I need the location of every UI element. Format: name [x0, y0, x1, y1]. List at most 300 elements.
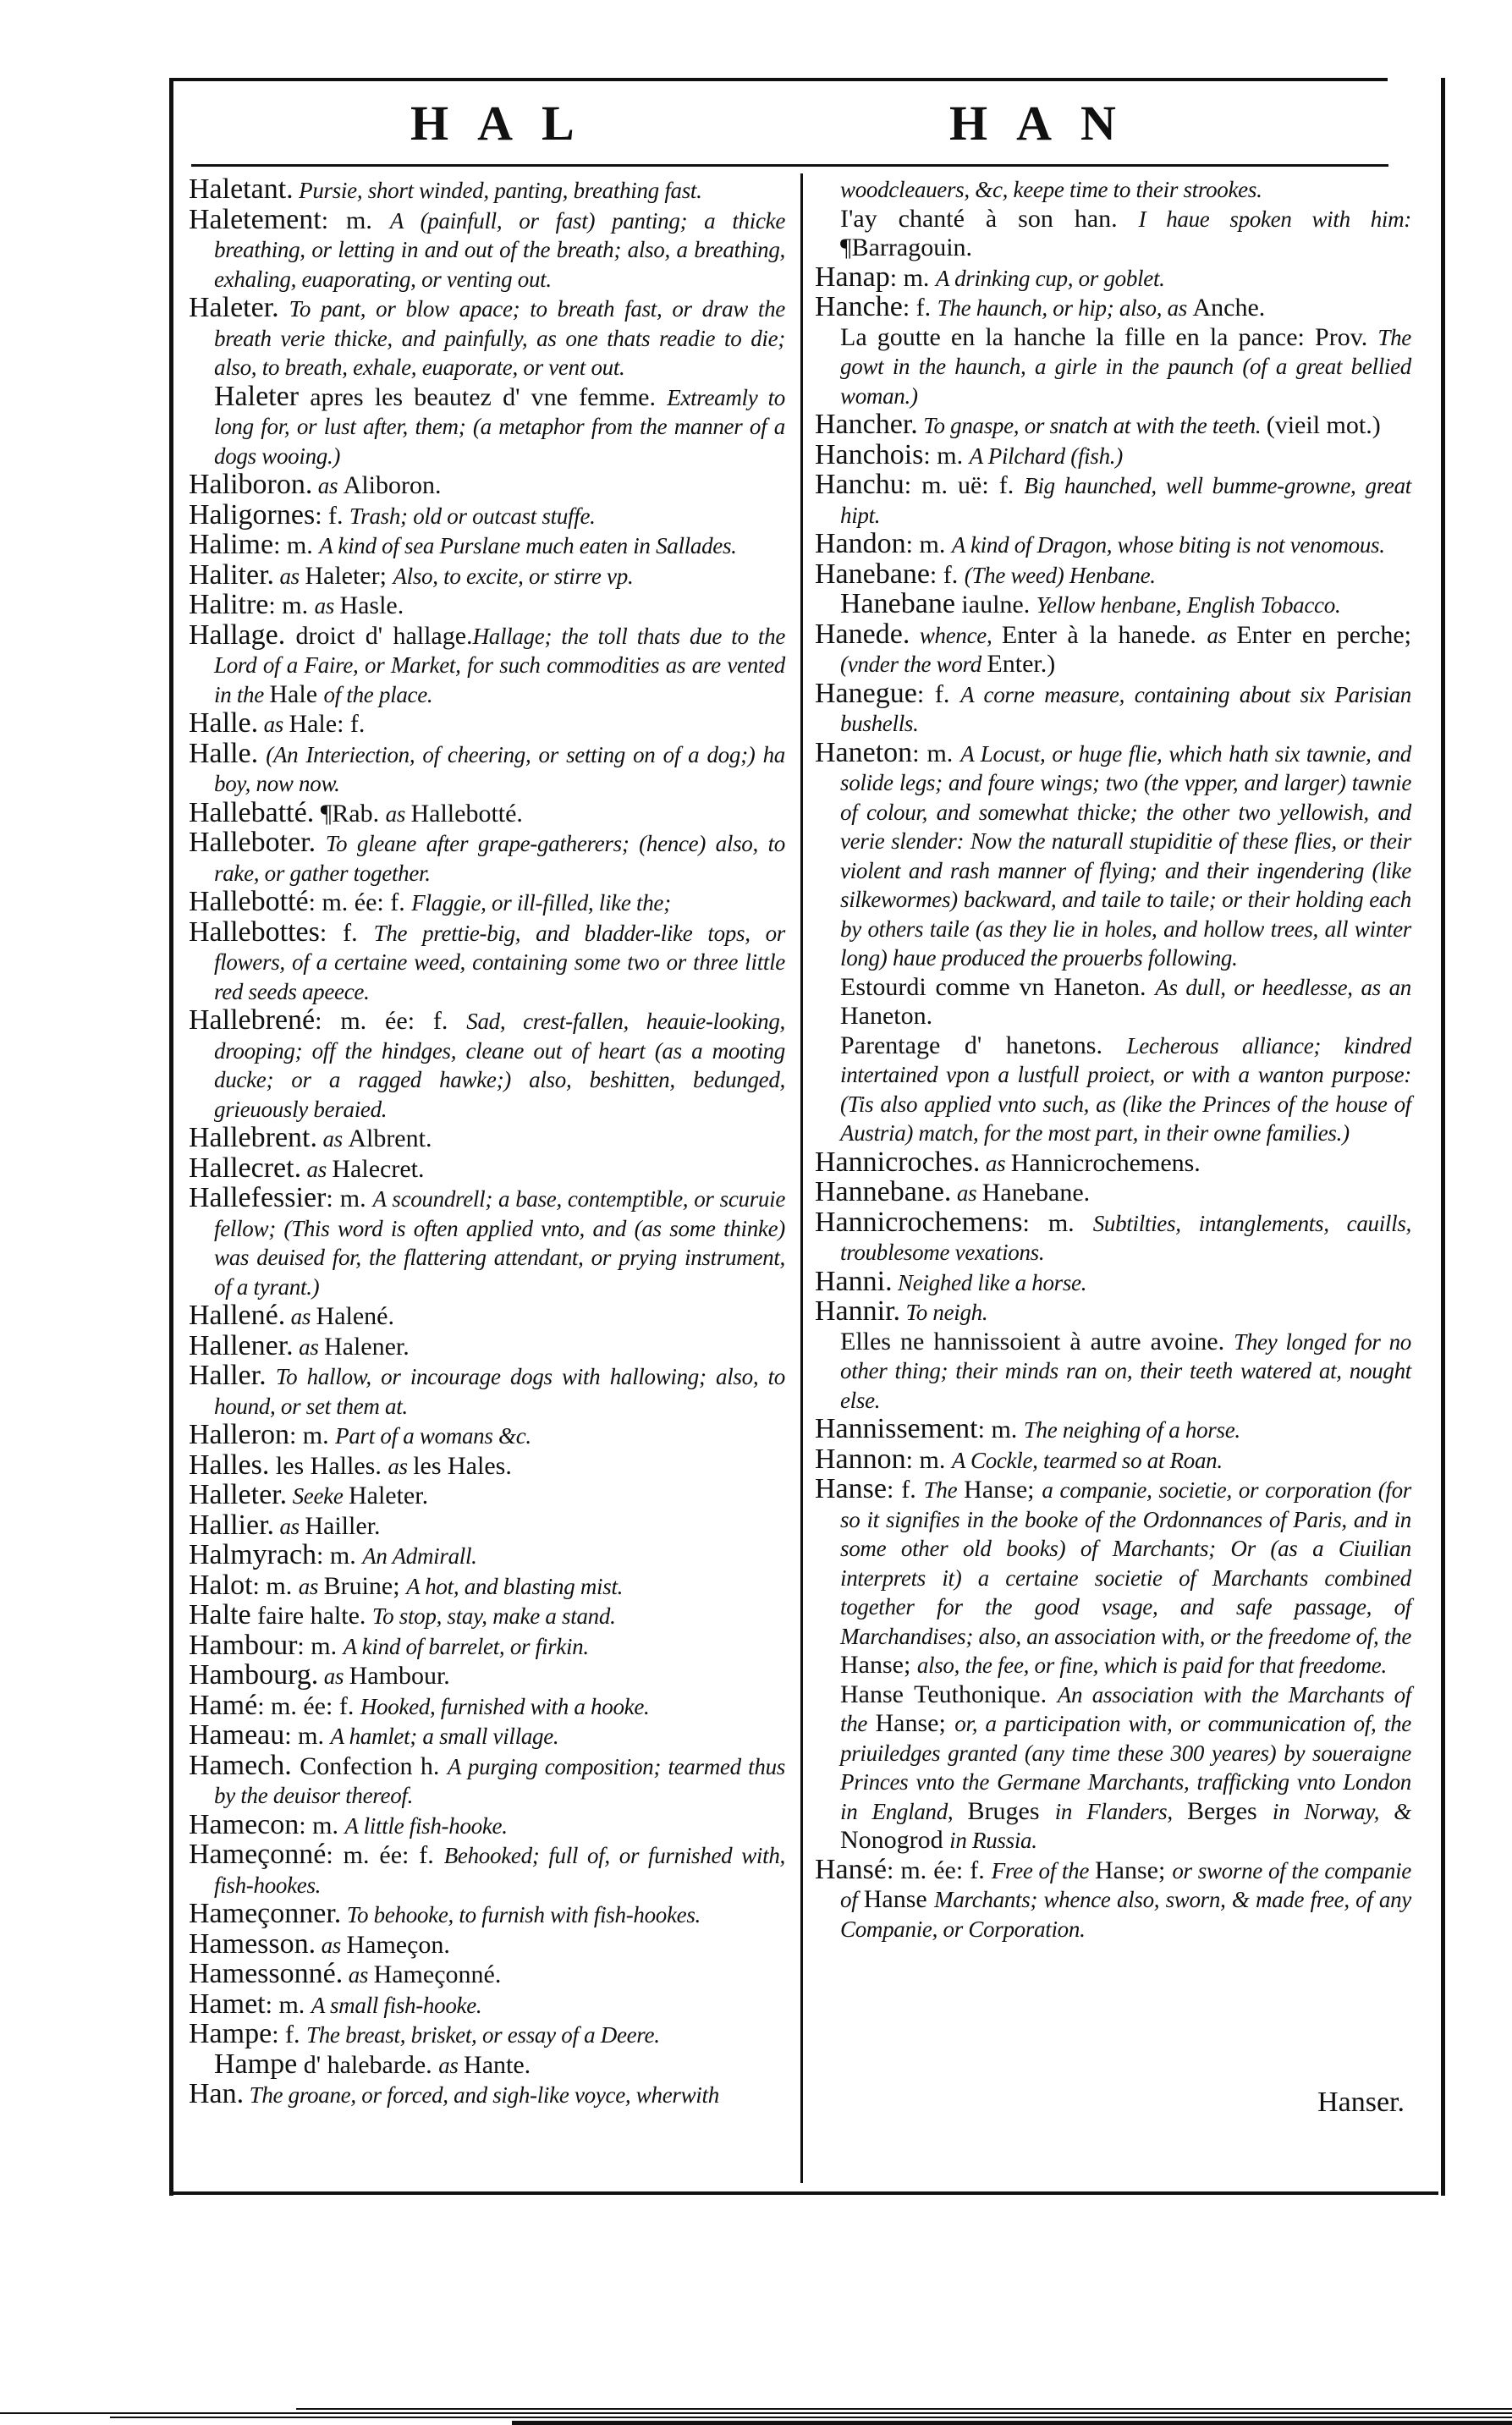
definition-italic: A Pilchard (fish.): [969, 443, 1123, 469]
definition-italic: The: [923, 1477, 965, 1503]
running-head-right: HAN: [949, 96, 1145, 151]
headword: Hampe: [214, 2048, 298, 2080]
headword: Hannebane.: [815, 1176, 952, 1207]
scan-edge-line: [110, 2417, 1512, 2418]
dictionary-entry: [189, 1661, 785, 1691]
dictionary-entry: [815, 736, 1412, 973]
definition-italic: Free of the: [991, 1857, 1095, 1883]
dictionary-entry: [189, 1184, 785, 1301]
definition-italic: To behooke, to furnish with fish-hookes.: [341, 1902, 701, 1927]
headword: Hannon: [815, 1443, 906, 1475]
headword: Hallebrené: [189, 1004, 316, 1036]
dictionary-entry: [189, 2050, 785, 2081]
definition-roman: Halener.: [323, 1332, 410, 1361]
definition-roman: ¶Barragouin.: [840, 234, 973, 261]
definition-italic: A corne measure, containing about six Parisian bushells.: [840, 681, 1411, 736]
headword: Hanche: [815, 291, 903, 322]
definition-italic: Hallage; the toll thats due to the Lord of a Faire, or Market, for such commodities as are vented in the: [214, 623, 785, 707]
dictionary-entry: [815, 470, 1411, 530]
definition-italic: as: [343, 1962, 374, 1988]
definition-italic: A Locust, or huge flie, which hath six tawnie, and solide legs; and foure wings; two (the vpper, and larger) tawnie of colour, and somewhat thicke; the other two yellowish, and verie slender: Now the naturall stupiditie of these flies, or their violent and rash manner of flying; and their ingendering (like silkewormes) backward, and taile to taile; or their holding each by others taile (as they lie in holes, and hollow trees, all winter long) haue produced the prouerbs following.: [840, 740, 1412, 971]
dictionary-entry: [815, 530, 1411, 560]
catchword: Hanser.: [1317, 2087, 1405, 2118]
definition-italic: as: [438, 2052, 465, 2078]
definition-italic: To gleane after grape-gatherers; (hence) also, to rake, or gather together.: [214, 831, 785, 886]
dictionary-entry: [815, 1148, 1411, 1179]
headword: Hambour: [189, 1629, 298, 1661]
definition-roman: Hanse;: [1095, 1856, 1173, 1884]
definition-italic: in Norway, &: [1272, 1798, 1411, 1824]
dictionary-entry: [189, 2020, 785, 2050]
definition-roman: : m.: [923, 441, 970, 470]
definition-italic: A little fish-hooke.: [344, 1812, 508, 1839]
definition-roman: : m.: [268, 591, 315, 619]
definition-italic: as: [951, 1180, 982, 1206]
definition-italic: Part of a womans &c.: [335, 1423, 531, 1449]
definition-roman: Hale: f.: [289, 710, 366, 738]
dictionary-entry: [189, 709, 785, 740]
headword: Hanap: [815, 261, 890, 293]
headword: Halte: [189, 1599, 251, 1630]
headword: Hameçonné: [189, 1839, 327, 1870]
column-divider: [800, 173, 803, 2183]
definition-roman: Hambour.: [349, 1662, 450, 1690]
definition-roman: Hale: [269, 679, 324, 708]
definition-roman: Enter.): [987, 650, 1056, 678]
definition-italic: a companie, societie, or corporation (for so it signifies in the booke of the Ordonnances of Paris, and in some other old books) of Marchants; Or (as a Ciuilian interprets it) a certaine societie of Marchants combined together for the good vsage, and safe passage, of Marchandises; also, an association with, or the freedome of, the: [840, 1477, 1411, 1649]
definition-italic: as: [316, 1932, 347, 1958]
headword: Hameau: [189, 1719, 285, 1751]
definition-italic: as: [274, 563, 305, 589]
definition-roman: Hante.: [464, 2050, 531, 2079]
headword: Haliboron.: [189, 469, 313, 500]
definition-roman: Albrent.: [348, 1125, 432, 1152]
definition-roman: : m.: [284, 1722, 331, 1750]
definition-italic: Sad, crest-fallen, heauie-looking, drooping; off the hindges, cleane out of heart (as a mooting ducke; or a ragged hawke;) also, beshitten, bedunged, grieuously beraied.: [214, 1009, 785, 1122]
dictionary-entry: [189, 1571, 785, 1602]
headword: Halleboter.: [189, 827, 316, 858]
definition-italic: To neigh.: [900, 1300, 988, 1325]
header-rule: [191, 164, 1388, 167]
definition-italic: or, a participation with, or communication of, the priuiledges granted (any time these 300 yeares) by soueraigne Princes vnto the Germane Marchants, trafficking vnto London in England,: [840, 1711, 1411, 1824]
dictionary-entry: [815, 590, 1411, 620]
definition-italic: A Cockle, tearmed so at Roan.: [951, 1447, 1223, 1473]
scan-edge-line: [296, 2408, 1512, 2410]
definition-italic: A hot, and blasting mist.: [406, 1573, 624, 1599]
dictionary-entry: [815, 1445, 1411, 1476]
dictionary-entry: [815, 1415, 1411, 1445]
definition-roman: : m.: [265, 1990, 311, 2019]
definition-roman: : m.: [1022, 1208, 1093, 1237]
headword: Hanegue: [815, 677, 917, 709]
headword: Hamesson.: [189, 1927, 316, 1960]
dictionary-entry: [189, 1900, 785, 1930]
definition-italic: or sworne of the companie of: [840, 1857, 1411, 1912]
scan-edge-line: [0, 2412, 1512, 2414]
definition-roman: : m.: [905, 1445, 952, 1474]
headword: Hallebottes: [189, 916, 320, 948]
definition-italic: (The weed) Henbane.: [964, 562, 1156, 588]
dictionary-entry: [189, 498, 785, 531]
definition-italic: Seeke: [287, 1483, 349, 1509]
definition-italic: A hamlet; a small village.: [330, 1724, 559, 1749]
headword: Halitre: [189, 589, 269, 620]
definition-italic: as: [980, 1150, 1011, 1176]
headword: Hansé: [815, 1853, 887, 1885]
definition-roman: Nonogrod: [840, 1826, 950, 1854]
dictionary-entry: [815, 1267, 1411, 1298]
dictionary-entry: [189, 1481, 785, 1511]
definition-italic: as: [274, 1513, 305, 1539]
dictionary-entry: [189, 1154, 785, 1185]
dictionary-entry: [815, 1853, 1411, 1944]
definition-italic: To stop, stay, make a stand.: [371, 1603, 616, 1629]
definition-italic: in Flanders,: [1054, 1798, 1187, 1824]
definition-roman: : m. ée: f.: [315, 1007, 467, 1035]
headword: Han.: [189, 2078, 245, 2109]
headword: Hallage.: [189, 619, 286, 651]
definition-italic: as: [388, 1453, 414, 1479]
headword: Hamet: [189, 1988, 266, 2020]
definition-roman: Hanse;: [875, 1709, 955, 1737]
headword: Hanni.: [815, 1265, 893, 1297]
definition-italic: as: [312, 473, 344, 498]
definition-italic: A kind of sea Purslane much eaten in Sallades.: [319, 533, 737, 558]
definition-roman: apres les beautez d' vne femme.: [299, 382, 668, 411]
definition-italic: as: [318, 1663, 349, 1689]
definition-roman: : m. uë: f.: [904, 471, 1025, 499]
headword: Hannicrochemens: [815, 1206, 1023, 1238]
definition-italic: (An Interiection, of cheering, or setting on of a dog;) ha boy, now now.: [214, 741, 785, 796]
dictionary-entry: [189, 1691, 785, 1722]
definition-roman: Haleter;: [305, 561, 393, 590]
definition-italic: Lecherous alliance; kindred intertained vpon a lustfull proiect, or with a wanton purpose: (Tis also applied vnto such, as (like the Princes of the house of Austria) match, for the most part, in their owne families.): [840, 1032, 1411, 1146]
definition-roman: Hailler.: [305, 1511, 381, 1540]
headword: Hannir.: [815, 1295, 901, 1327]
dictionary-entry: [189, 294, 785, 382]
headword: Hallené.: [189, 1300, 286, 1331]
headword: Hanede.: [815, 618, 910, 650]
definition-italic: They longed for no other thing; their minds ran on, their teeth watered at, nought else.: [840, 1328, 1411, 1413]
definition-roman: Elles ne hannissoient à autre avoine.: [840, 1327, 1234, 1355]
definition-italic: Flaggie, or ill-filled, like the;: [411, 890, 671, 916]
definition-roman: : m.: [977, 1416, 1024, 1443]
headword: Halles.: [189, 1449, 270, 1481]
definition-italic: A drinking cup, or goblet.: [935, 265, 1165, 291]
definition-roman: : m.: [297, 1631, 344, 1660]
dictionary-entry: [189, 2080, 785, 2110]
definition-roman: Hannicrochemens.: [1010, 1148, 1201, 1177]
headword: Hamé: [189, 1689, 258, 1721]
definition-italic: (vnder the word: [840, 652, 987, 677]
definition-roman: : f.: [886, 1476, 924, 1504]
definition-roman: Haneton.: [840, 1002, 933, 1030]
definition-italic: Behooked; full of, or furnished with, fish-hookes.: [214, 1843, 785, 1898]
definition-italic: Hooked, furnished with a hooke.: [360, 1693, 650, 1719]
headword: Halmyrach: [189, 1539, 317, 1570]
headword: Hanebane: [840, 588, 955, 619]
dictionary-entry: [189, 591, 785, 621]
headword: Hampe: [189, 2018, 272, 2049]
definition-italic: The gowt in the haunch, a girle in the paunch (of a great bellied woman.): [840, 324, 1411, 409]
headword: Hallier.: [189, 1509, 275, 1541]
definition-roman: d' halebarde.: [297, 2050, 439, 2079]
headword: Hamecon: [189, 1808, 300, 1840]
headword: Hallebatté.: [189, 796, 315, 828]
definition-roman: Haleter.: [348, 1482, 429, 1509]
headword: Hancher.: [815, 409, 918, 440]
dictionary-entry: [815, 1297, 1411, 1328]
definition-italic: in Russia.: [949, 1828, 1037, 1853]
definition-roman: les Halles.: [269, 1451, 388, 1480]
definition-roman: droict d' hallage.: [285, 621, 473, 650]
definition-italic: Subtilties, intanglements, cauills, troublesome vexations.: [840, 1210, 1411, 1265]
headword: Haneton: [815, 736, 913, 768]
definition-italic: as: [301, 1156, 333, 1182]
definition-roman: Hallebotté.: [410, 799, 523, 828]
dictionary-entry: [815, 175, 1411, 205]
dictionary-entry: [189, 1541, 785, 1571]
definition-italic: A scoundrell; a base, contemptible, or scuruie fellow; (This word is often applied vnto, and (as some thinke) was deuised for, the flattering attendant, or prying instrument, of a tyrant.): [214, 1186, 786, 1300]
definition-italic: as: [385, 800, 411, 827]
dictionary-entry: [189, 1960, 785, 1990]
definition-italic: as: [285, 1304, 316, 1329]
headword: Haleter.: [189, 292, 279, 323]
dictionary-entry: [815, 620, 1411, 679]
definition-roman: Confection h.: [291, 1751, 448, 1780]
definition-italic: Extreamly to long for, or lust after, them; (a metaphor from the manner of a dogs wooing.): [214, 384, 785, 469]
definition-italic: Pursie, short winded, panting, breathing fast.: [293, 178, 702, 203]
definition-roman: : m. ée: f.: [257, 1691, 360, 1720]
definition-roman: Hanse;: [840, 1651, 917, 1679]
definition-roman: : m. ée: f.: [326, 1841, 444, 1869]
headword: Hallener.: [189, 1329, 294, 1361]
headword: Hamech.: [189, 1749, 292, 1781]
definition-roman: Aliboron.: [343, 471, 442, 499]
dictionary-entry: [189, 1329, 785, 1362]
dictionary-entry: [189, 621, 785, 710]
definition-roman: ¶Rab.: [314, 799, 386, 828]
dictionary-entry: [815, 293, 1411, 323]
dictionary-entry: [189, 1006, 785, 1124]
dictionary-entry: [815, 1031, 1411, 1148]
definition-italic: A small fish-hooke.: [311, 1992, 482, 2018]
definition-italic: A kind of Dragon, whose biting is not venomous.: [951, 532, 1385, 558]
definition-italic: as: [258, 712, 289, 737]
definition-italic: A kind of barrelet, or firkin.: [343, 1633, 589, 1659]
headword: Hallebotté: [189, 886, 309, 917]
dictionary-entry: [815, 263, 1411, 294]
dictionary-entry: [189, 1301, 785, 1332]
definition-italic: as: [293, 1333, 324, 1360]
definition-italic: Also, to excite, or stirre vp.: [393, 563, 634, 589]
definition-roman: Hasle.: [339, 591, 404, 619]
headword: Hameçonner.: [189, 1898, 342, 1929]
dictionary-entry: [189, 1990, 785, 2021]
definition-roman: : m.: [912, 739, 961, 767]
dictionary-entry: [189, 175, 785, 206]
definition-italic: also, the fee, or fine, which is paid for that freedome.: [916, 1652, 1387, 1678]
definition-roman: Bruine;: [323, 1571, 407, 1600]
definition-roman: Hanse;: [964, 1476, 1042, 1504]
definition-roman: Hanebane.: [981, 1179, 1091, 1207]
definition-roman: : m.: [299, 1811, 345, 1839]
dictionary-entry: [189, 1721, 785, 1751]
dictionary-entry: [189, 1361, 785, 1421]
definition-roman: Hameçon.: [346, 1930, 450, 1959]
dictionary-entry: [189, 918, 785, 1007]
headword: Hannissement: [815, 1413, 978, 1444]
definition-roman: : f.: [902, 294, 937, 322]
dictionary-entry: [189, 1601, 785, 1631]
definition-italic: as: [314, 593, 340, 619]
definition-italic: woodcleauers, &c, keepe time to their strookes.: [840, 177, 1262, 202]
headword: Halle.: [189, 707, 259, 739]
dictionary-entry: [815, 1178, 1411, 1208]
dictionary-entry: [815, 1328, 1411, 1416]
headword: Hanebane: [815, 558, 930, 590]
top-rule: [169, 78, 1388, 81]
definition-roman: Parentage d' hanetons.: [840, 1031, 1127, 1059]
headword: Halleter.: [189, 1479, 288, 1510]
definition-roman: : m. ée: f.: [886, 1856, 992, 1884]
definition-italic: The groane, or forced, and sigh-like voyce, wherwith: [244, 2082, 719, 2108]
definition-italic: of the place.: [323, 681, 433, 707]
dictionary-entry: [189, 1421, 785, 1451]
dictionary-entry: [189, 888, 785, 918]
dictionary-entry: [189, 203, 785, 294]
bottom-rule: [169, 2191, 1438, 2195]
definition-italic: An association with the Marchants of the: [840, 1681, 1411, 1736]
definition-roman: Berges: [1186, 1796, 1273, 1825]
definition-italic: A purging composition; tearmed thus by the deuisor thereof.: [214, 1753, 785, 1808]
headword: Hamessonné.: [189, 1958, 344, 1989]
definition-italic: As dull, or heedlesse, as an: [1155, 974, 1412, 1000]
definition-italic: The prettie-big, and bladder-like tops, or flowers, of a certaine weed, containing some two or three little red seeds apeece.: [214, 920, 785, 1004]
definition-roman: Bruges: [967, 1796, 1055, 1825]
definition-roman: : f.: [319, 918, 374, 947]
definition-roman: : f.: [916, 679, 961, 708]
definition-roman: Hameçonné.: [373, 1960, 502, 1988]
headword: Hanchu: [815, 469, 904, 500]
dictionary-entry: [815, 973, 1411, 1031]
headword: Halot: [189, 1569, 253, 1601]
dictionary-entry: [815, 205, 1411, 263]
dictionary-entry: [189, 558, 785, 591]
definition-italic: Yellow henbane, English Tobacco.: [1036, 592, 1341, 618]
definition-roman: I'ay chanté à son han.: [840, 204, 1139, 233]
headword: Hannicroches.: [815, 1146, 981, 1178]
dictionary-entry: [189, 1808, 785, 1841]
headword: Hallefessier: [189, 1182, 327, 1213]
definition-italic: The neighing of a horse.: [1023, 1417, 1240, 1443]
right-column: [815, 175, 1411, 1944]
scan-edge-line: [512, 2421, 1512, 2425]
definition-roman: La goutte en la hanche la fille en la pance: Prov.: [840, 322, 1378, 351]
dictionary-entry: [189, 1631, 785, 1662]
definition-italic: The breast, brisket, or essay of a Deere.: [306, 2022, 660, 2048]
headword: Halle.: [189, 737, 259, 769]
definition-italic: whence,: [910, 622, 1002, 648]
headword: Haleter: [214, 380, 300, 412]
dictionary-entry: [189, 796, 785, 829]
definition-italic: Marchants; whence also, sworn, & made free, of any Companie, or Corporation.: [840, 1887, 1411, 1942]
headword: Hambourg.: [189, 1659, 319, 1691]
definition-roman: iaulne.: [954, 591, 1036, 619]
definition-italic: Neighed like a horse.: [892, 1269, 1087, 1295]
definition-roman: : m.: [889, 263, 936, 292]
dictionary-entry: [815, 323, 1411, 411]
definition-roman: Hanse: [863, 1885, 935, 1913]
dictionary-entry: [189, 382, 785, 471]
definition-italic: The haunch, or hip; also, as: [937, 295, 1193, 321]
definition-roman: Hanse Teuthonique.: [840, 1680, 1058, 1708]
definition-roman: Halecret.: [332, 1154, 425, 1183]
dictionary-entry: [189, 828, 785, 888]
definition-roman: Enter en perche;: [1236, 620, 1411, 649]
dictionary-entry: [815, 1208, 1411, 1267]
running-head-left: HAL: [410, 96, 603, 151]
definition-roman: : m.: [321, 206, 390, 234]
definition-italic: To hallow, or incourage dogs with hallowing; also, to hound, or set them at.: [214, 1364, 785, 1419]
definition-italic: A (painfull, or fast) panting; a thicke breathing, or letting in and out of the breath; also, a breathing, exhaling, euaporating, or venting out.: [214, 207, 785, 292]
definition-roman: : m.: [289, 1421, 336, 1449]
catchword-container: [815, 2088, 1411, 2118]
dictionary-entry: [815, 410, 1411, 441]
definition-roman: : m.: [316, 1542, 363, 1570]
definition-roman: Estourdi comme vn Haneton.: [840, 972, 1156, 1001]
dictionary-entry: [189, 1840, 785, 1900]
dictionary-entry: [189, 1451, 785, 1482]
definition-roman: : f.: [272, 2021, 307, 2048]
headword: Halime: [189, 529, 274, 560]
headword: Hallebrent.: [189, 1122, 317, 1153]
dictionary-entry: [815, 438, 1411, 471]
headword: Hanchois: [815, 438, 924, 470]
definition-roman: les Hales.: [413, 1451, 512, 1480]
definition-italic: To gnaspe, or snatch at with the teeth.: [917, 413, 1267, 438]
definition-roman: : m.: [326, 1185, 373, 1212]
definition-roman: : m.: [252, 1571, 299, 1600]
definition-roman: : m.: [273, 531, 320, 559]
dictionary-entry: [189, 1124, 785, 1154]
definition-roman: Anche.: [1192, 294, 1266, 322]
headword: Haligornes: [189, 498, 316, 531]
headword: Hallecret.: [189, 1152, 302, 1184]
dictionary-entry: [189, 531, 785, 561]
headword: Haliter.: [189, 558, 275, 591]
definition-roman: : m. ée: f.: [308, 888, 412, 916]
dictionary-entry: [189, 737, 785, 799]
dictionary-entry: [815, 1680, 1411, 1856]
dictionary-entry: [815, 560, 1411, 591]
definition-roman: : f.: [929, 560, 965, 589]
definition-roman: faire halte.: [250, 1602, 372, 1630]
definition-italic: as: [298, 1573, 324, 1599]
definition-roman: : m.: [905, 531, 952, 558]
headword: Haller.: [189, 1360, 267, 1391]
headword: Haletant.: [189, 173, 294, 205]
headword: Halleron: [189, 1419, 289, 1450]
definition-roman: Enter à la hanede.: [1001, 620, 1207, 649]
definition-italic: I haue spoken with him:: [1138, 206, 1411, 232]
dictionary-entry: [189, 1511, 785, 1542]
definition-italic: as: [317, 1126, 349, 1152]
definition-roman: Halené.: [316, 1302, 394, 1330]
left-column: [189, 175, 785, 2110]
dictionary-entry: [189, 470, 785, 501]
definition-italic: Trash; old or outcast stuffe.: [349, 503, 596, 529]
